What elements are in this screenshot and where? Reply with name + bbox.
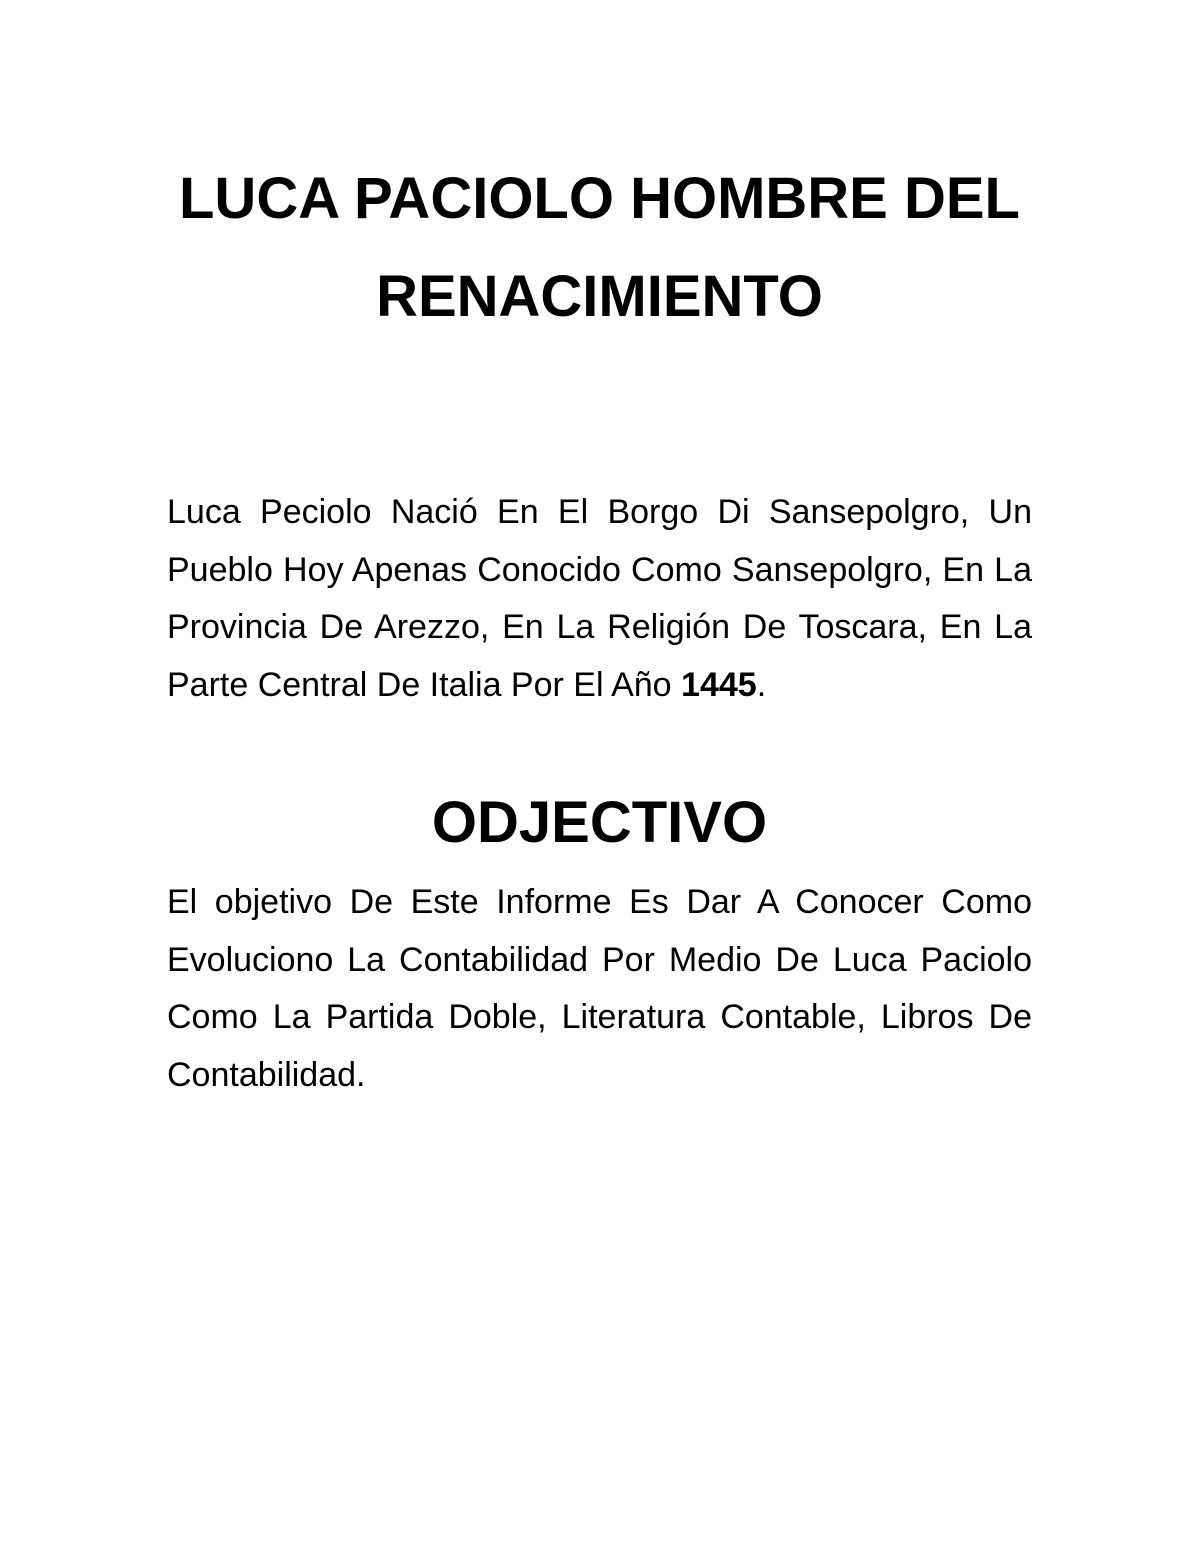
intro-paragraph [167, 484, 1032, 714]
intro-paragraph-text: Luca Peciolo Nació En El Borgo Di Sansepolgro, Un Pueblo Hoy Apenas Conocido Como Sansepolgro, En La Provincia De Arezzo, En La Religión De Toscara, En La Parte Central De Italia Por El Año [167, 493, 1032, 704]
intro-paragraph-end: . [756, 665, 767, 704]
document-page [167, 150, 1032, 1104]
objective-heading: ODJECTIVO [431, 790, 768, 855]
objective-paragraph: El objetivo De Este Informe Es Dar A Conocer Como Evoluciono La Contabilidad Por Medio De Luca Paciolo Como La Partida Doble, Literatura Contable, Libros De Contabilidad. [167, 883, 1032, 1094]
title-line-1: LUCA PACIOLO HOMBRE DEL [179, 166, 1020, 231]
birth-year: 1445 [681, 665, 757, 704]
title-line-2: RENACIMIENTO [376, 264, 823, 329]
document-title [167, 150, 1032, 346]
